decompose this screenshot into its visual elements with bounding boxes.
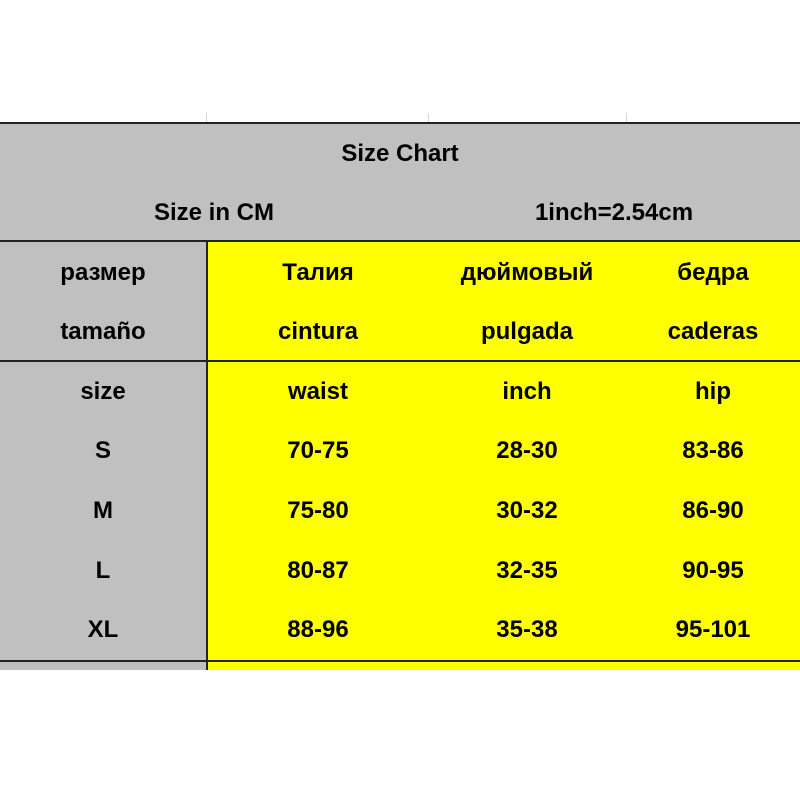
size-cell: L bbox=[95, 557, 111, 584]
waist-cell: 80-87 bbox=[287, 557, 349, 584]
hip-cell: 90-95 bbox=[682, 557, 744, 584]
waist-cell: cintura bbox=[277, 318, 358, 345]
size-chart-table bbox=[0, 122, 800, 670]
hip-cell: 86-90 bbox=[682, 497, 744, 524]
hip-cell: бедра bbox=[677, 259, 749, 286]
inch-cell: inch bbox=[502, 378, 552, 405]
size-cell: S bbox=[94, 437, 111, 464]
size-cell: XL bbox=[87, 616, 119, 643]
next-row-band bbox=[206, 662, 800, 670]
waist-cell: 70-75 bbox=[287, 437, 349, 464]
waist-cell: waist bbox=[287, 378, 349, 405]
hip-cell: caderas bbox=[667, 318, 759, 345]
inch-cell: 28-30 bbox=[496, 437, 558, 464]
units-label: Size in CM bbox=[153, 199, 274, 226]
size-cell: M bbox=[93, 497, 113, 524]
chart-title: Size Chart bbox=[341, 140, 459, 167]
inch-cell: pulgada bbox=[480, 318, 573, 345]
inch-cell: 35-38 bbox=[496, 616, 558, 643]
inch-cell: 32-35 bbox=[496, 557, 558, 584]
waist-cell: 88-96 bbox=[287, 616, 349, 643]
inch-cell: дюймовый bbox=[460, 259, 594, 286]
hip-cell: hip bbox=[695, 378, 731, 405]
conversion-note: 1inch=2.54cm bbox=[534, 199, 694, 226]
waist-cell: Талия bbox=[282, 259, 354, 286]
waist-cell: 75-80 bbox=[287, 497, 349, 524]
hip-cell: 95-101 bbox=[675, 616, 751, 643]
label-cell: размер bbox=[60, 259, 146, 286]
inch-cell: 30-32 bbox=[496, 497, 558, 524]
label-cell: tamaño bbox=[60, 318, 146, 345]
size-cell: size bbox=[80, 378, 126, 405]
hip-cell: 83-86 bbox=[682, 437, 744, 464]
